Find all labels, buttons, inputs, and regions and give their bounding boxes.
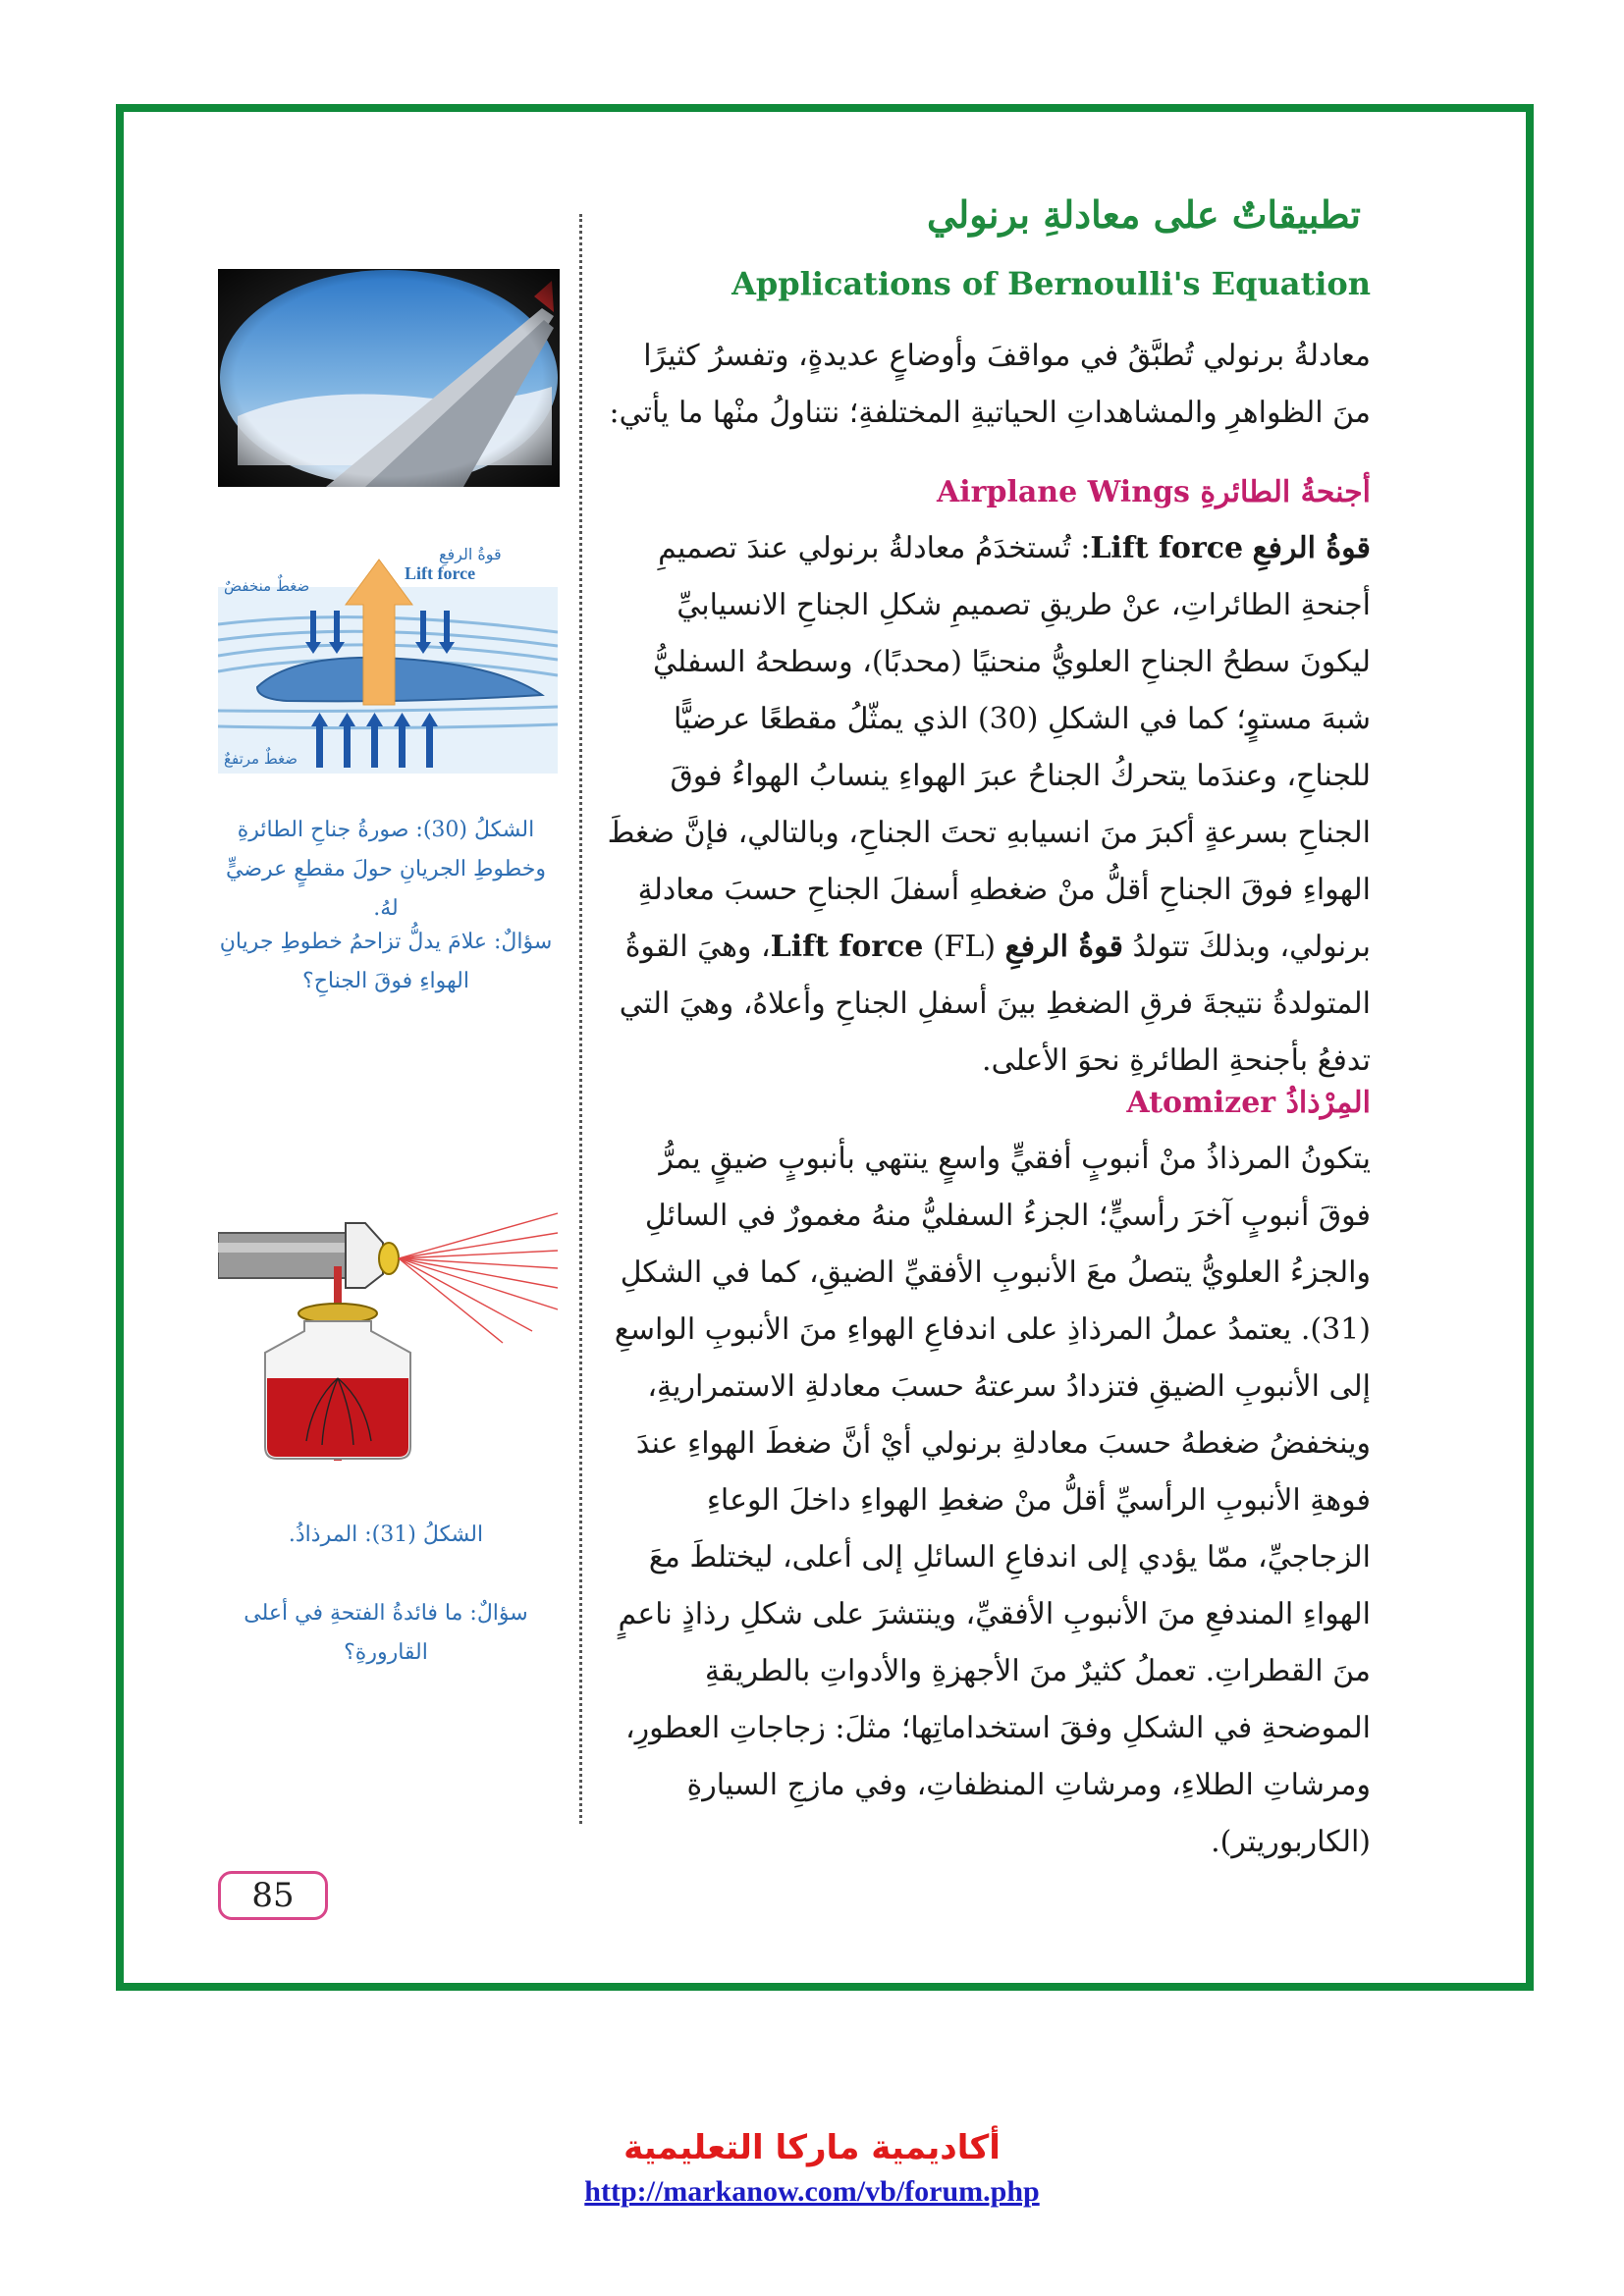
- lift-term-en-2: Lift force: [770, 930, 924, 964]
- atomizer-paragraph: يتكونُ المرذاذُ منْ أنبوبٍ أفقيٍّ واسعٍ ينتهي بأنبوبٍ ضيقٍ يمرُّ فوقَ أنبوبٍ آخرَ رأسيٍّ؛ الجزءُ السفليُّ منهُ مغمورٌ في السائلِ والجزءُ العلويُّ يتصلُ معَ الأنبوبِ الأفقيِّ الضيقِ، كما في الشكلِ (31). يعتمدُ عملُ المرذاذِ على اندفاعِ الهواءِ منَ الأنبوبِ الواسعِ إلى الأنبوبِ الضيقِ فتزدادُ سرعتهُ حسبَ معادلةِ الاستمراريةِ، وينخفضُ ضغطهُ حسبَ معادلةِ برنولي أيْ أنَّ ضغطَ الهواءِ عندَ فوهةِ الأنبوبِ الرأسيِّ أقلُّ منْ ضغطِ الهواءِ داخلَ الوعاءِ الزجاجيِّ، ممّا يؤدي إلى اندفاعِ السائلِ إلى أعلى، ليختلطَ معَ الهواءِ المندفعِ منَ الأنبوبِ الأفقيِّ، وينتشرَ على شكلِ رذاذٍ ناعمٍ منَ القطراتِ. تعملُ كثيرٌ منَ الأجهزةِ والأدواتِ بالطريقةِ الموضحةِ في الشكلِ وفقَ استخداماتِها؛ مثلَ: زجاجاتِ العطورِ، ومرشاتِ الطلاءِ، ومرشاتِ المنظفاتِ، وفي مازجِ السيارةِ (الكاربوريتر).: [614, 1142, 1371, 1859]
- heading-wings-en: Airplane Wings: [937, 475, 1190, 509]
- atomizer-diagram: [218, 1205, 558, 1461]
- section-heading-atomizer: [1126, 1086, 1371, 1120]
- title-english: Applications of Bernoulli's Equation: [731, 265, 1371, 302]
- high-pressure-label: ضغطٌ مرتفعٌ: [224, 750, 298, 768]
- column-divider: [579, 214, 582, 1824]
- lift-label-en: Lift force: [405, 563, 476, 583]
- figure31-caption: الشكلُ (31): المرذاذُ.: [288, 1522, 484, 1547]
- heading-wings-ar: أجنحةُ الطائرةِ: [1200, 475, 1371, 509]
- section-heading-wings: [937, 475, 1371, 509]
- lift-term-en: Lift force: [1090, 531, 1244, 565]
- lift-term-ar: قوةُ الرفعِ: [1252, 531, 1371, 565]
- low-pressure-label: ضغطٌ منخفضٌ: [224, 577, 310, 595]
- figure31-question: سؤالٌ: ما فائدةُ الفتحةِ في أعلى القارورةِ؟: [244, 1601, 528, 1665]
- wings-paragraph: [603, 520, 1371, 1090]
- lift-label-ar: قوةُ الرفعِ: [439, 545, 502, 563]
- wing-cross-section-diagram: [218, 538, 558, 774]
- heading-atomizer-ar: المِرْذاذُ: [1285, 1086, 1371, 1120]
- wings-text-2: (FL)، وهيَ القوةُ المتولدةُ نتيجةَ فرقِ الضغطِ بينَ أسفلِ الجناحِ وأعلاهُ، وهيَ التي تدفعُ بأجنحةِ الطائرةِ نحوَ الأعلى.: [619, 930, 1371, 1078]
- figure30-caption: الشكلُ (30): صورةُ جناحِ الطائرةِ وخطوطِ الجريانِ حولَ مقطعٍ عرضيٍّ لهُ.: [226, 818, 546, 921]
- figure30-question: سؤالٌ: علامَ يدلُّ تزاحمُ خطوطِ جريانِ الهواءِ فوقَ الجناحِ؟: [219, 930, 553, 993]
- lift-term-ar-2: قوةُ الرفعِ: [1004, 930, 1123, 964]
- intro-paragraph: معادلةُ برنولي تُطبَّقُ في مواقفَ وأوضاعٍ عديدةٍ، وتفسرُ كثيرًا منَ الظواهرِ والمشاهداتِ الحياتيةِ المختلفةِ؛ نتناولُ منْها ما يأتي:: [609, 339, 1371, 430]
- title-arabic: تطبيقاتٌ على معادلةِ برنولي: [926, 192, 1361, 237]
- footer-link[interactable]: http://markanow.com/vb/forum.php: [584, 2175, 1040, 2208]
- airplane-wing-photo: [218, 269, 560, 487]
- footer-academy: أكاديمية ماركا التعليمية: [623, 2128, 1001, 2167]
- heading-atomizer-en: Atomizer: [1126, 1086, 1276, 1120]
- wings-text-1: : تُستخدَمُ معادلةُ برنولي عندَ تصميمِ أجنحةِ الطائراتِ، عنْ طريقِ تصميمِ شكلِ الجناحِ الانسيابيِّ ليكونَ سطحُ الجناحِ العلويُّ منحنيًا (محدبًا)، وسطحهُ السفليُّ شبهَ مستوٍ؛ كما في الشكلِ (30) الذي يمثّلُ مقطعًا عرضيًّا للجناحِ، وعندَما يتحركُ الجناحُ عبرَ الهواءِ ينسابُ الهواءُ فوقَ الجناحِ بسرعةٍ أكبرَ منَ انسيابهِ تحتَ الجناحِ، وبالتالي، فإنَّ ضغطَ الهواءِ فوقَ الجناحِ أقلُّ منْ ضغطهِ أسفلَ الجناحِ حسبَ معادلةِ برنولي، وبذلكَ تتولدُ: [607, 531, 1371, 964]
- page-number: 85: [218, 1871, 328, 1920]
